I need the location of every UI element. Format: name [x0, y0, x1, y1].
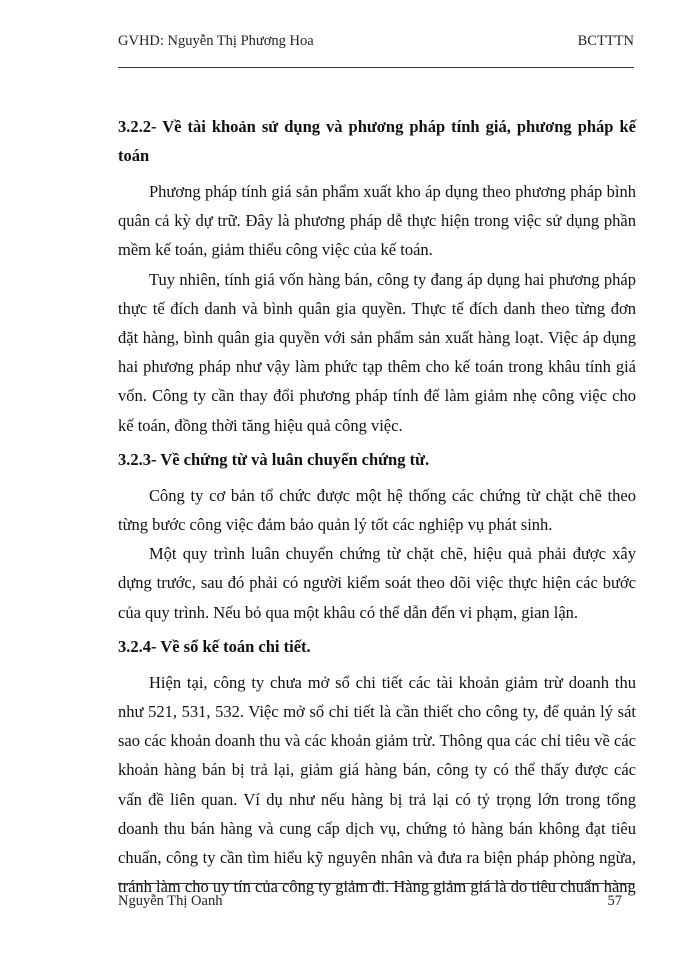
section-heading: 3.2.2- Về tài khoản sử dụng và phương pháp tính giá, phương pháp kế toán — [118, 117, 636, 165]
page-header — [118, 33, 634, 53]
supervisor-label: GVHD: Nguyễn Thị Phương Hoa — [118, 33, 314, 49]
paragraph: Hiện tại, công ty chưa mở sổ chi tiết các tài khoản giảm trừ doanh thu như 521, 531, 532. Việc mở sổ chi tiết là cần thiết cho công ty, để quản lý sát sao các khoản doanh thu và các khoản giảm trừ. Thông qua các chỉ tiêu về các khoản hàng bán bị trả lại, giảm giá hàng bán, công ty có thể thấy được các vấn đề liên quan. Ví dụ như nếu hàng bị trả lại có tỷ trọng lớn trong tổng doanh thu bán hàng và cung cấp dịch vụ, chứng tỏ hàng bán không đạt tiêu chuẩn, công ty cần tìm hiểu kỹ nguyên nhân và đưa ra biện pháp phòng ngừa, tránh làm cho uy tín của công ty giảm đi. Hàng giảm giá là do tiêu chuẩn hàng — [118, 672, 636, 897]
section-3-2-3 — [118, 445, 636, 627]
footer-divider — [118, 883, 634, 884]
section-3-2-2 — [118, 112, 636, 440]
author-name: Nguyễn Thị Oanh — [118, 893, 223, 909]
paragraph: Tuy nhiên, tính giá vốn hàng bán, công ty đang áp dụng hai phương pháp thực tế đích danh và bình quân gia quyền. Thực tế đích danh theo từng đơn đặt hàng, bình quân gia quyền với sản phẩm sản xuất hàng loạt. Việc áp dụng hai phương pháp như vậy làm phức tạp thêm cho kế toán trong khâu tính giá vốn. Công ty cần thay đổi phương pháp tính để làm giảm nhẹ công việc cho kế toán, đồng thời tăng hiệu quả công việc. — [118, 269, 636, 435]
paragraph: Một quy trình luân chuyển chứng từ chặt chẽ, hiệu quả phải được xây dựng trước, sau đó phải có người kiểm soát theo dõi việc thực hiện các bước của quy trình. Nếu bỏ qua một khâu có thể dẫn đến vi phạm, gian lận. — [118, 544, 636, 622]
paragraph: Công ty cơ bản tổ chức được một hệ thống các chứng từ chặt chẽ theo từng bước công việc đảm bảo quản lý tốt các nghiệp vụ phát sinh. — [118, 485, 636, 535]
section-heading: 3.2.3- Về chứng từ và luân chuyển chứng từ. — [118, 449, 430, 469]
report-code: BCTTTN — [577, 33, 634, 49]
page-number: 57 — [607, 893, 622, 909]
page-footer — [118, 893, 634, 913]
header-divider — [118, 67, 634, 68]
page-body — [118, 112, 636, 901]
section-heading: 3.2.4- Về sổ kế toán chi tiết. — [118, 636, 311, 656]
section-3-2-4 — [118, 632, 636, 902]
paragraph: Phương pháp tính giá sản phẩm xuất kho áp dụng theo phương pháp bình quân cả kỳ dự trữ. Đây là phương pháp dễ thực hiện trong việc sử dụng phần mềm kế toán, giảm thiểu công việc của kế toán. — [118, 182, 636, 260]
